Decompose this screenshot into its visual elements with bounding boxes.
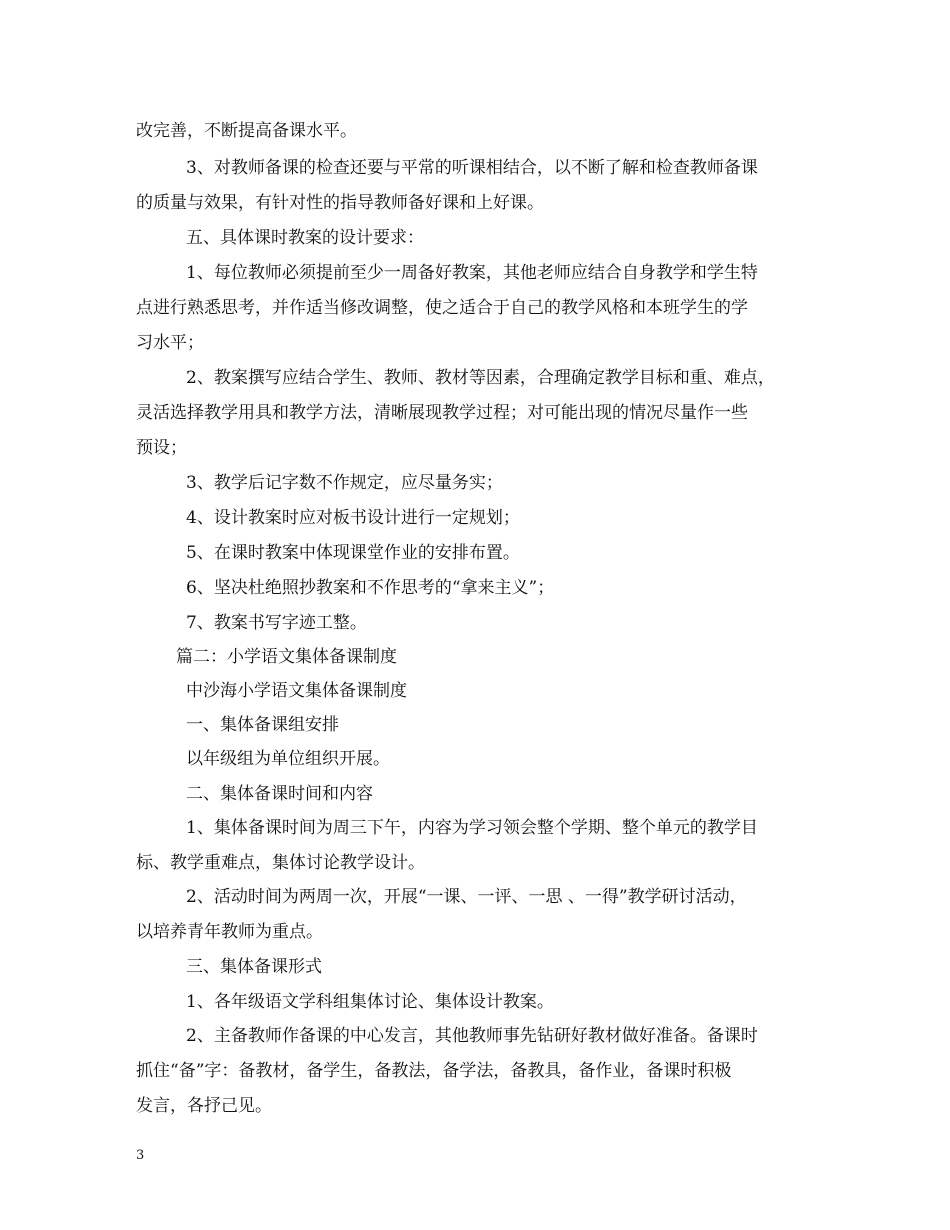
section-heading: 三、集体备课形式 <box>186 957 322 977</box>
body-text-line: 2、教案撰写应结合学生、教师、教材等因素，合理确定教学目标和重、难点， <box>186 368 775 388</box>
page-number: 3 <box>136 1148 145 1163</box>
section-heading: 二、集体备课时间和内容 <box>186 784 373 804</box>
body-text-line: 1、集体备课时间为周三下午，内容为学习领会整个学期、整个单元的教学目 <box>186 818 758 838</box>
body-text-line: 1、各年级语文学科组集体讨论、集体设计教案。 <box>186 992 554 1012</box>
body-text-line: 以年级组为单位组织开展。 <box>186 749 390 769</box>
body-text-line: 灵活选择教学用具和教学方法，清晰展现教学过程；对可能出现的情况尽量作一些 <box>136 403 748 423</box>
body-text-line: 预设； <box>136 438 187 458</box>
body-text-line: 5、在课时教案中体现课堂作业的安排布置。 <box>186 543 520 563</box>
document-title: 中沙海小学语文集体备课制度 <box>186 681 407 701</box>
body-text-line: 抓住“备”字：备教材，备学生，备教法，备学法，备教具，备作业，备课时积极 <box>136 1061 732 1081</box>
body-text-line: 的质量与效果，有针对性的指导教师备好课和上好课。 <box>136 193 544 213</box>
body-text-line: 3、对教师备课的检查还要与平常的听课相结合，以不断了解和检查教师备课 <box>186 158 758 178</box>
body-text-line: 以培养青年教师为重点。 <box>136 922 323 942</box>
body-text-line: 改完善，不断提高备课水平。 <box>136 121 357 141</box>
body-text-line: 2、活动时间为两周一次，开展“一课、一评、一思 、一得”教学研讨活动， <box>186 887 747 907</box>
section-heading: 一、集体备课组安排 <box>186 715 339 735</box>
body-text-line: 点进行熟悉思考，并作适当修改调整，使之适合于自己的教学风格和本班学生的学 <box>136 298 748 318</box>
body-text-line: 1、每位教师必须提前至少一周备好教案，其他老师应结合自身教学和学生特 <box>186 263 758 283</box>
section-heading: 五、具体课时教案的设计要求： <box>186 228 424 248</box>
body-text-line: 标、教学重难点，集体讨论教学设计。 <box>136 853 425 873</box>
body-text-line: 3、教学后记字数不作规定，应尽量务实； <box>186 473 503 493</box>
body-text-line: 6、坚决杜绝照抄教案和不作思考的“拿来主义”； <box>186 578 555 598</box>
body-text-line: 习水平； <box>136 333 204 353</box>
body-text-line: 7、教案书写字迹工整。 <box>186 613 367 633</box>
body-text-line: 发言，各抒己见。 <box>136 1096 272 1116</box>
body-text-line: 4、设计教案时应对板书设计进行一定规划； <box>186 508 520 528</box>
body-text-line: 2、主备教师作备课的中心发言，其他教师事先钻研好教材做好准备。备课时 <box>186 1026 758 1046</box>
section-heading: 篇二：小学语文集体备课制度 <box>176 647 397 667</box>
